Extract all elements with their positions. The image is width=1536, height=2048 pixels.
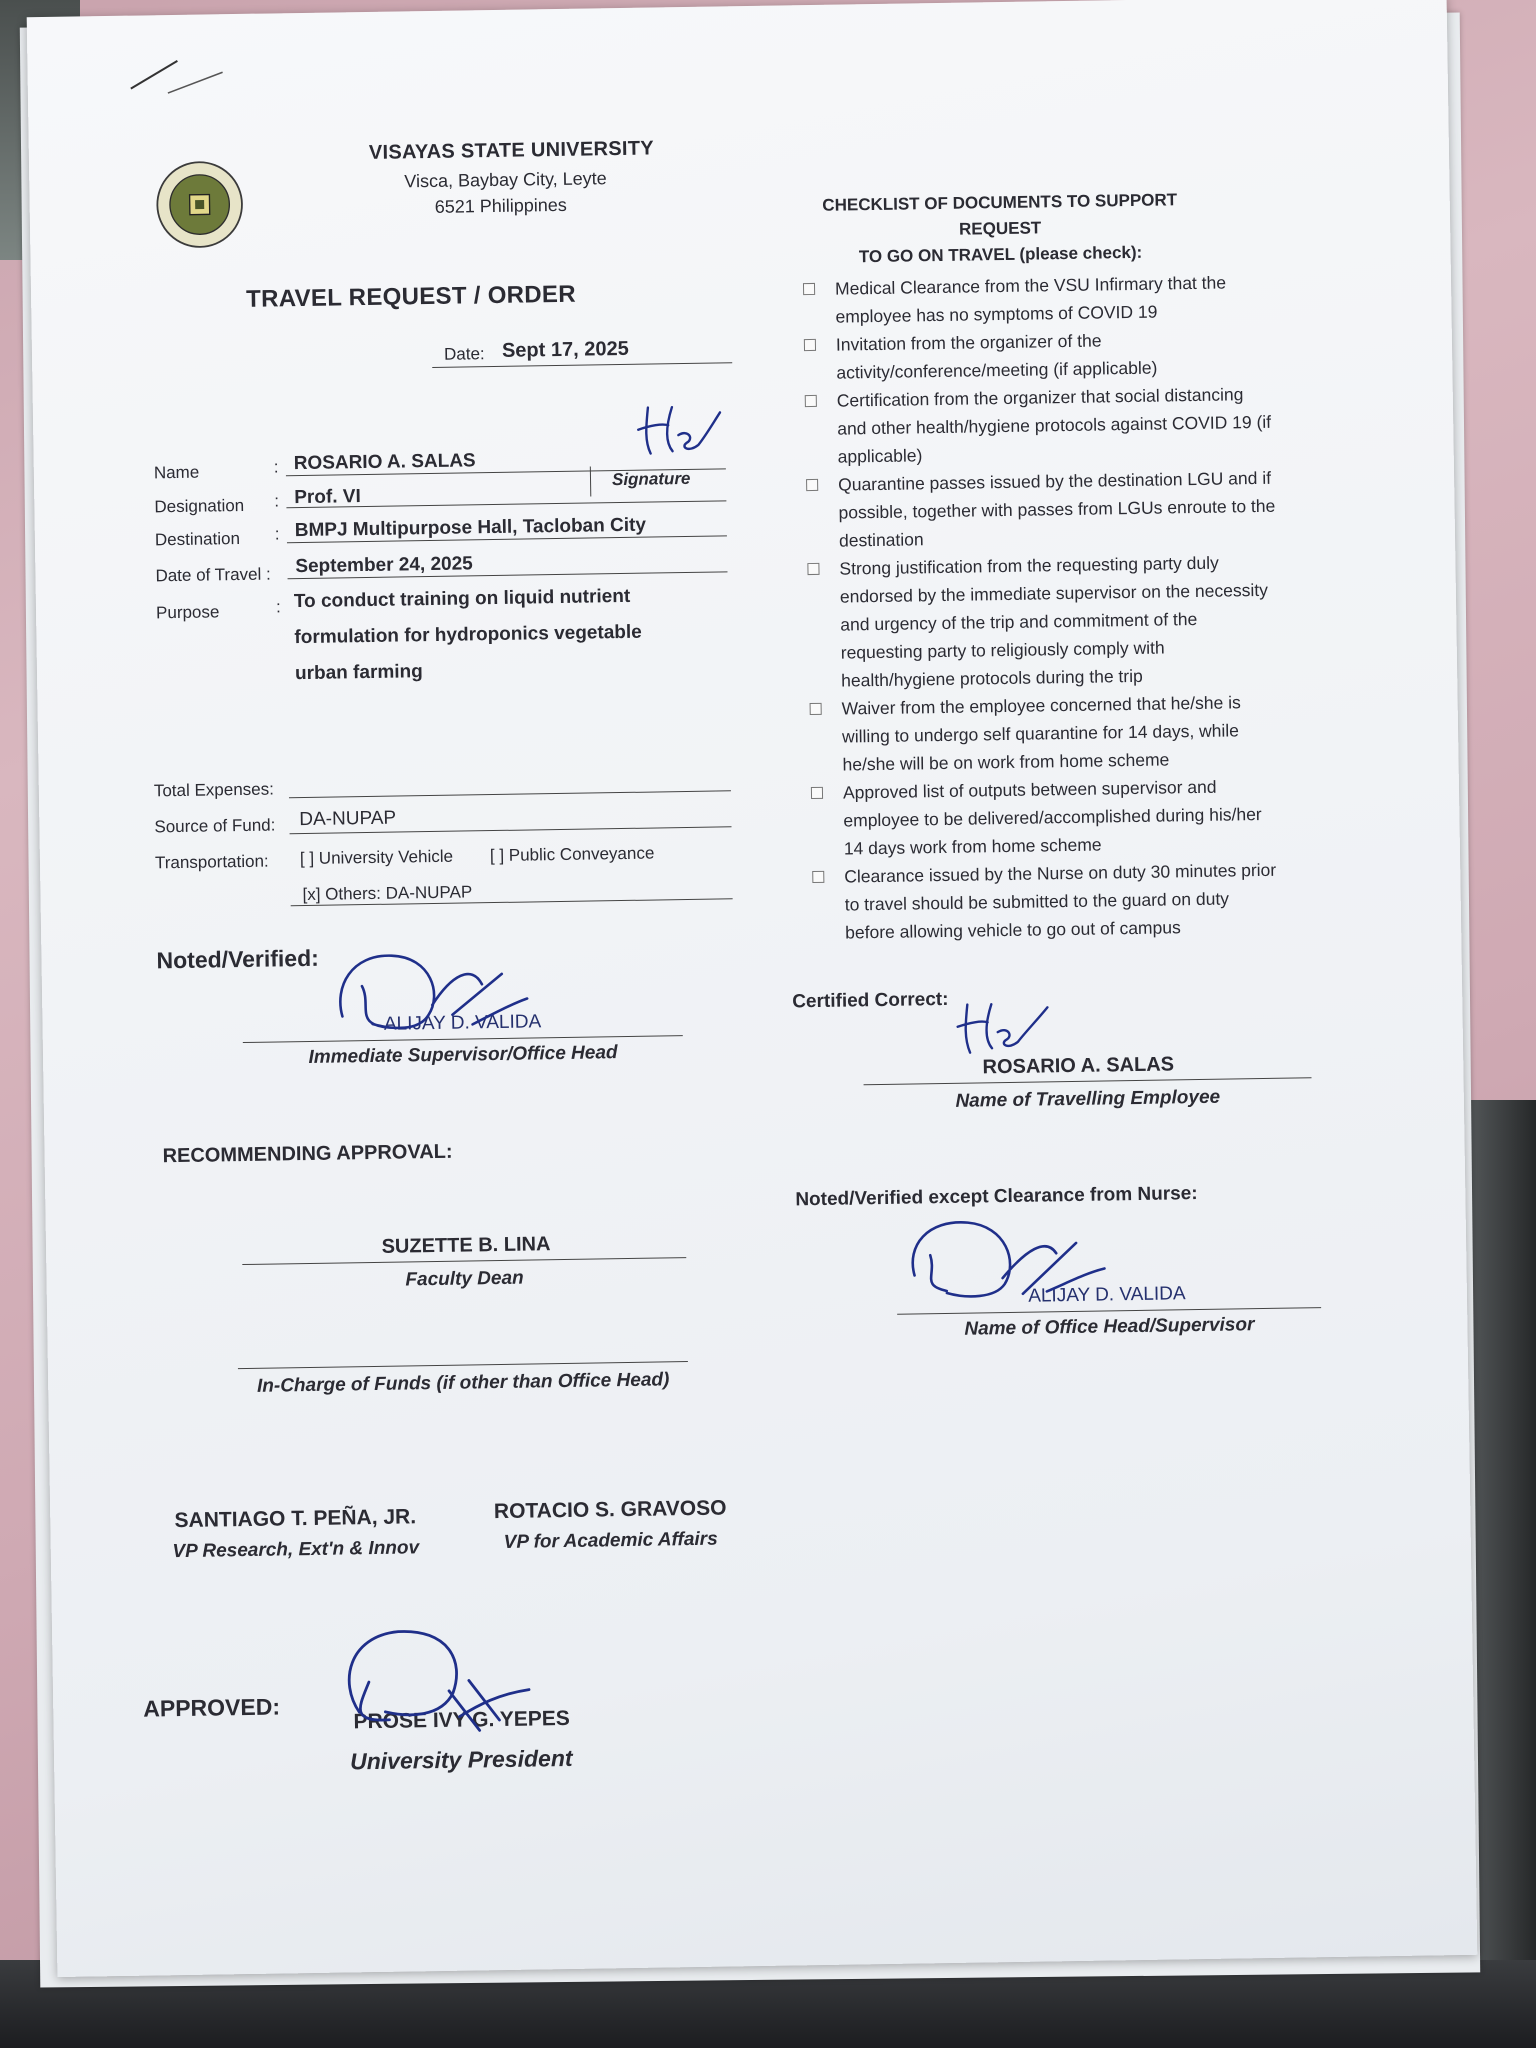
purpose-line3: urban farming [294, 661, 423, 685]
designation-value: Prof. VI [294, 486, 361, 509]
university-address-line2: 6521 Philippines [434, 194, 567, 217]
purpose-colon: : [275, 597, 281, 617]
designation-colon: : [274, 491, 280, 511]
date-of-travel-label: Date of Travel : [155, 564, 271, 586]
employee-role: Name of Travelling Employee [955, 1086, 1221, 1112]
president-name: PROSE IVY G. YEPES [353, 1706, 570, 1734]
university-name: VISAYAS STATE UNIVERSITY [368, 137, 655, 164]
checklist-item[interactable] [809, 688, 1280, 779]
supervisor-role: Immediate Supervisor/Office Head [308, 1042, 618, 1068]
signature-label: Signature [611, 468, 691, 490]
transportation-label: Transportation: [154, 851, 269, 873]
document-title: TRAVEL REQUEST / ORDER [245, 280, 577, 313]
checklist-item-text: Certification from the organizer that social distancing and other health/hygiene protocols against COVID 19 (if applicable) [836, 384, 1272, 467]
checklist-title-line1: CHECKLIST OF DOCUMENTS TO SUPPORT REQUEST [822, 190, 1178, 239]
noted-verified-heading: Noted/Verified: [156, 944, 320, 974]
approved-heading: APPROVED: [143, 1693, 281, 1722]
employee-signature-top-icon [628, 394, 739, 466]
president-role: University President [349, 1744, 573, 1775]
office-head-name: ALIJAY D. VALIDA [1028, 1283, 1186, 1307]
name-value: ROSARIO A. SALAS [293, 450, 476, 475]
recommending-approval-heading: RECOMMENDING APPROVAL: [162, 1140, 453, 1168]
purpose-label: Purpose [155, 602, 220, 623]
checkbox-icon[interactable] [812, 871, 824, 883]
checklist-title-line2: TO GO ON TRAVEL (please check): [858, 242, 1143, 267]
name-label: Name [153, 462, 200, 483]
checklist-item[interactable] [804, 324, 1275, 387]
source-of-fund-label: Source of Fund: [154, 815, 276, 837]
funds-underline [238, 1361, 688, 1369]
travel-request-document [27, 0, 1478, 1977]
purpose-line2: formulation for hydroponics vegetable [294, 621, 642, 649]
checklist-title [800, 187, 1201, 271]
checkbox-icon[interactable] [806, 479, 818, 491]
checklist-item[interactable] [812, 856, 1283, 947]
checklist-item-text: Medical Clearance from the VSU Infirmary that the employee has no symptoms of COVID 19 [834, 272, 1227, 327]
date-label: Date: [443, 344, 485, 364]
dean-role: Faculty Dean [405, 1267, 524, 1291]
checklist-item[interactable] [807, 548, 1279, 695]
checklist-item[interactable] [803, 268, 1274, 331]
checklist-item[interactable] [805, 380, 1276, 471]
vp-academic-role: VP for Academic Affairs [503, 1528, 718, 1553]
checklist-item-text: Clearance issued by the Nurse on duty 30 minutes prior to travel should be submitted to the guard on duty before allowing vehicle to go out of campus [844, 859, 1277, 943]
office-head-role: Name of Office Head/Supervisor [964, 1314, 1255, 1340]
checklist [803, 268, 1283, 947]
vp-academic-name: ROTACIO S. GRAVOSO [493, 1496, 727, 1524]
employee-signature-bottom-icon [947, 991, 1068, 1063]
total-expenses-label: Total Expenses: [153, 779, 275, 801]
checklist-item-text: Quarantine passes issued by the destination LGU and if possible, together with passes from LGUs enroute to the destination [837, 467, 1276, 551]
vp-research-name: SANTIAGO T. PEÑA, JR. [174, 1505, 417, 1533]
checklist-item-text: Strong justification from the requesting party duly endorsed by the immediate supervisor on the necessity and urgency of the trip and commitment of the requesting party to religiously comply with health/hygiene protocols during the trip [839, 552, 1269, 691]
total-expenses-underline [289, 790, 731, 798]
transport-option-public-conveyance: [ ] Public Conveyance [489, 843, 655, 866]
source-of-fund-value: DA-NUPAP [299, 807, 397, 831]
date-value: Sept 17, 2025 [501, 337, 629, 362]
university-address-line1: Visca, Baybay City, Leyte [404, 168, 607, 192]
checkbox-icon[interactable] [805, 395, 817, 407]
transport-option-university-vehicle: [ ] University Vehicle [299, 846, 454, 869]
checklist-item-text: Waiver from the employee concerned that he/she is willing to undergo self quarantine for 14 days, while he/she will be on work from home scheme [841, 692, 1241, 775]
checklist-item-text: Approved list of outputs between supervisor and employee to be delivered/accomplished during his/her 14 days work from home scheme [842, 776, 1262, 859]
funds-role: In-Charge of Funds (if other than Office Head) [256, 1369, 670, 1397]
designation-label: Designation [154, 495, 245, 517]
destination-label: Destination [154, 528, 241, 550]
name-colon: : [273, 457, 279, 477]
employee-name: ROSARIO A. SALAS [982, 1053, 1175, 1079]
checklist-item-text: Invitation from the organizer of the activity/conference/meeting (if applicable) [835, 330, 1158, 383]
purpose-line1: To conduct training on liquid nutrient [293, 585, 631, 613]
checkbox-icon[interactable] [810, 703, 822, 715]
checklist-item[interactable] [811, 772, 1282, 863]
university-seal-icon [154, 159, 245, 250]
vp-research-role: VP Research, Ext'n & Innov [172, 1537, 420, 1563]
checkbox-icon[interactable] [811, 787, 823, 799]
pen-mark-icon [122, 52, 233, 104]
checklist-item[interactable] [806, 464, 1277, 555]
supervisor-name: ALIJAY D. VALIDA [383, 1011, 542, 1035]
destination-colon: : [274, 524, 280, 544]
noted-except-heading: Noted/Verified except Clearance from Nurse: [795, 1183, 1198, 1211]
destination-value: BMPJ Multipurpose Hall, Tacloban City [294, 514, 647, 542]
dean-name: SUZETTE B. LINA [381, 1233, 551, 1258]
certified-correct-heading: Certified Correct: [792, 988, 949, 1013]
transport-option-others: [x] Others: DA-NUPAP [302, 882, 473, 905]
date-of-travel-value: September 24, 2025 [295, 553, 473, 578]
checkbox-icon[interactable] [803, 283, 815, 295]
checkbox-icon[interactable] [807, 563, 819, 575]
checkbox-icon[interactable] [804, 339, 816, 351]
